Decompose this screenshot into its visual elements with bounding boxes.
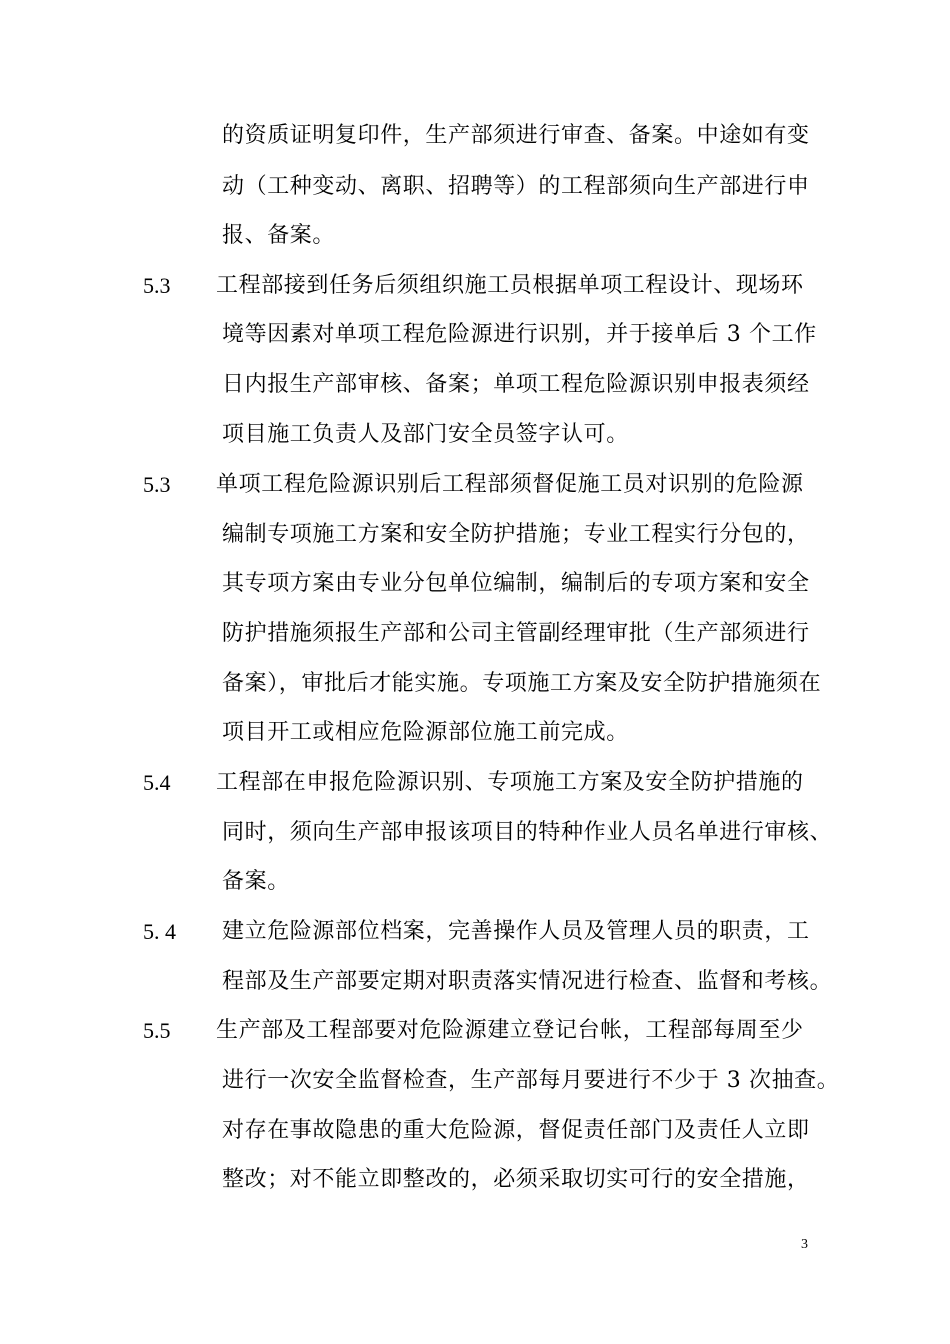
intro-line-1: 的资质证明复印件，生产部须进行审查、备案。中途如有变: [222, 123, 810, 148]
page-number: 3: [801, 1237, 808, 1252]
item-2-line-1: 单项工程危险源识别后工程部须督促施工员对识别的危险源: [216, 472, 804, 497]
item-5-number: 5.5: [143, 1018, 171, 1043]
item-5-line-3: 对存在事故隐患的重大危险源，督促责任部门及责任人立即: [222, 1118, 810, 1143]
item-2-line-3: 其专项方案由专业分包单位编制，编制后的专项方案和安全: [222, 571, 810, 596]
item-3-number: 5.4: [143, 770, 171, 795]
item-2-line-4: 防护措施须报生产部和公司主管副经理审批（生产部须进行: [222, 621, 810, 646]
item-2-line-5: 备案），审批后才能实施。专项施工方案及安全防护措施须在: [222, 671, 822, 696]
item-5-line-4: 整改；对不能立即整改的，必须采取切实可行的安全措施，: [222, 1167, 810, 1192]
item-3-line-2: 同时，须向生产部申报该项目的特种作业人员名单进行审核、: [222, 820, 833, 845]
item-1-line-1: 工程部接到任务后须组织施工员根据单项工程设计、现场环: [216, 273, 804, 298]
item-1-line-4: 项目施工负责人及部门安全员签字认可。: [222, 422, 629, 447]
item-1-line-3: 日内报生产部审核、备案；单项工程危险源识别申报表须经: [222, 372, 810, 397]
item-4-line-1: 建立危险源部位档案，完善操作人员及管理人员的职责，工: [222, 919, 810, 944]
item-5-line-2: 进行一次安全监督检查，生产部每月要进行不少于 3 次抽查。: [222, 1068, 840, 1093]
item-4-line-2: 程部及生产部要定期对职责落实情况进行检查、监督和考核。: [222, 969, 833, 994]
intro-line-3: 报、备案。: [222, 223, 336, 248]
item-2-line-6: 项目开工或相应危险源部位施工前完成。: [222, 720, 629, 745]
item-3-line-1: 工程部在申报危险源识别、专项施工方案及安全防护措施的: [216, 770, 804, 795]
item-4-number: 5. 4: [143, 919, 176, 944]
item-1-number: 5.3: [143, 273, 171, 298]
intro-line-2: 动（工种变动、离职、招聘等）的工程部须向生产部进行申: [222, 174, 810, 199]
item-2-line-2: 编制专项施工方案和安全防护措施；专业工程实行分包的，: [222, 522, 810, 547]
item-3-line-3: 备案。: [222, 869, 290, 894]
item-2-number: 5.3: [143, 472, 171, 497]
item-5-line-1: 生产部及工程部要对危险源建立登记台帐，工程部每周至少: [216, 1018, 804, 1043]
item-1-line-2: 境等因素对单项工程危险源进行识别，并于接单后 3 个工作: [222, 322, 817, 347]
